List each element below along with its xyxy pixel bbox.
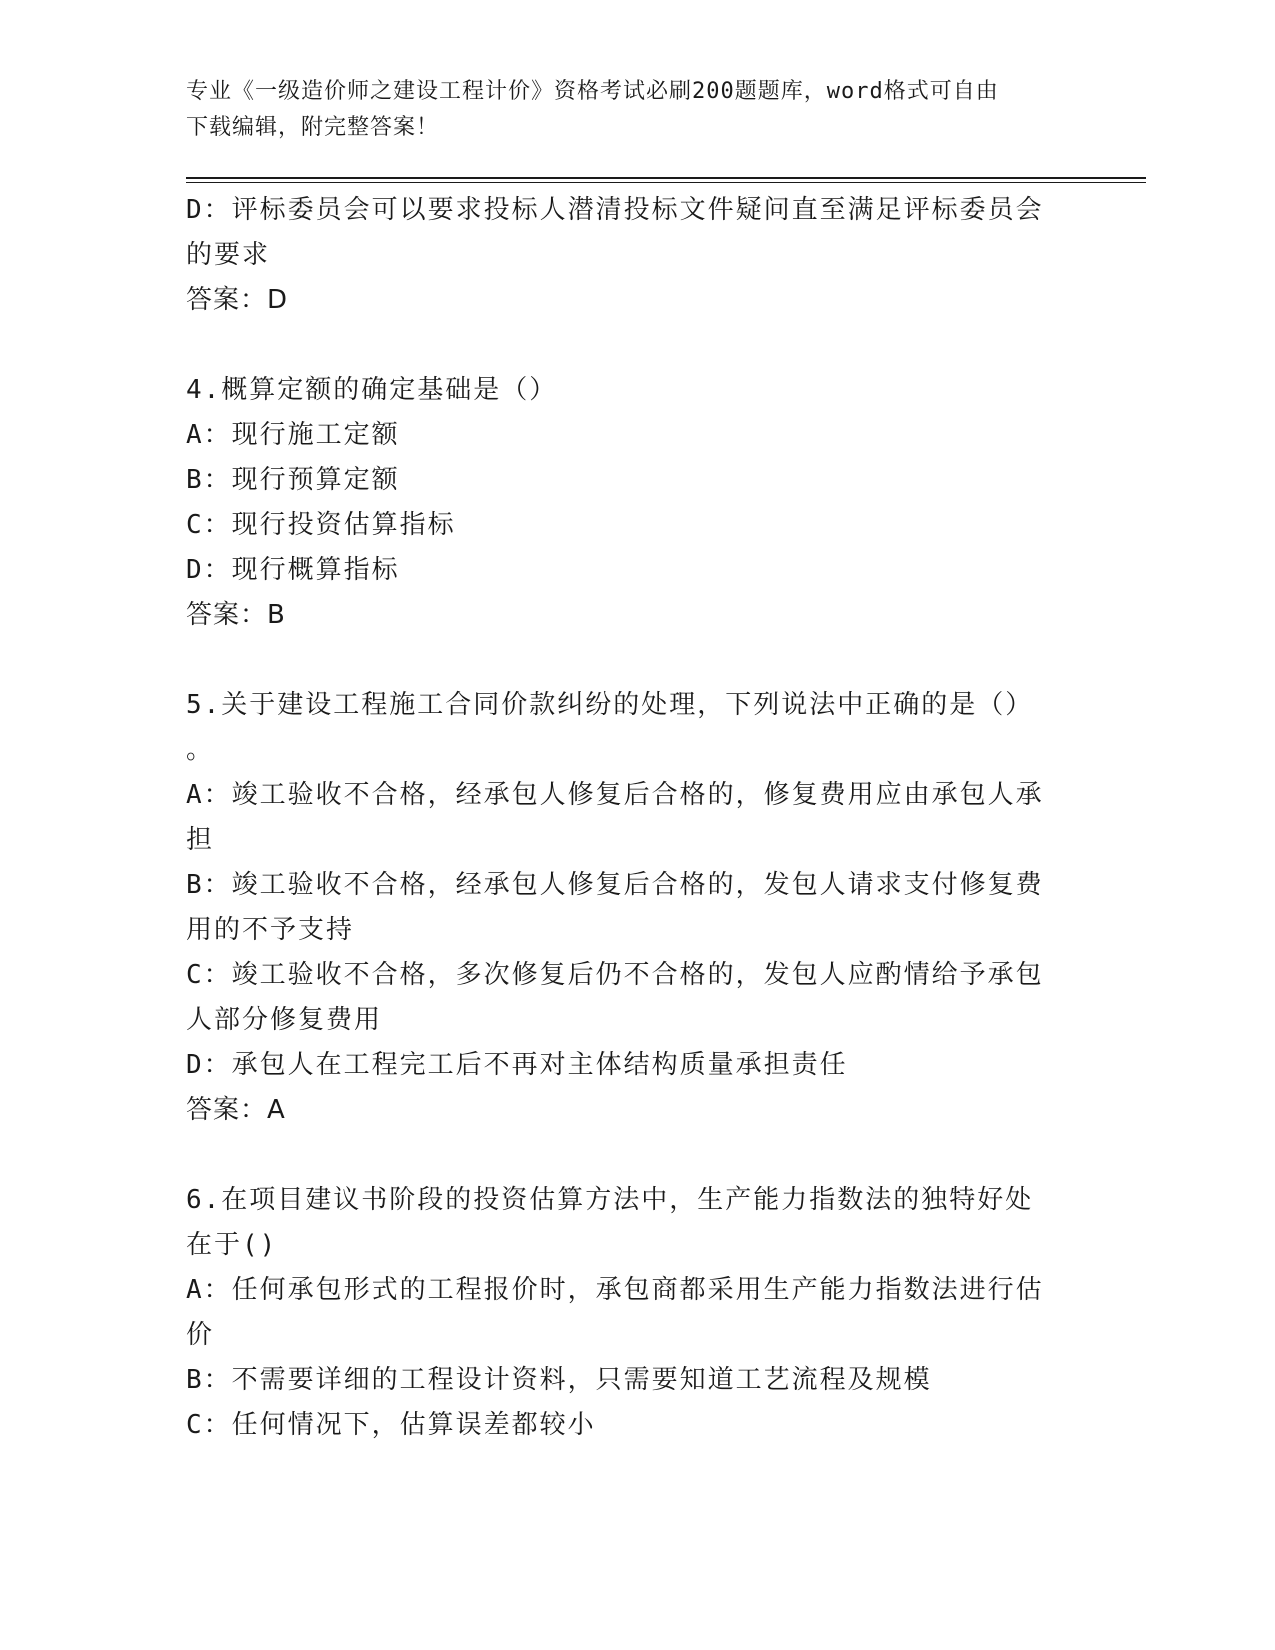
spacer (186, 1133, 1066, 1178)
q5-question-line-2: 。 (186, 735, 215, 765)
q5-answer: 答案：A (186, 1095, 286, 1125)
q5-option-c-line-1: C：竣工验收不合格，多次修复后仍不合格的，发包人应酌情给予承包 (186, 960, 1044, 990)
q6-question-line-1: 6.在项目建议书阶段的投资估算方法中，生产能力指数法的独特好处 (186, 1185, 1034, 1215)
question-3-tail (186, 188, 1066, 323)
q4-option-c: C：现行投资估算指标 (186, 510, 456, 540)
q6-question-line-2: 在于() (186, 1230, 278, 1260)
q3-option-d-line-2: 的要求 (186, 240, 271, 270)
page-header (186, 74, 1066, 146)
question-5 (186, 683, 1066, 1133)
q5-option-a-line-1: A：竣工验收不合格，经承包人修复后合格的，修复费用应由承包人承 (186, 780, 1044, 810)
q6-option-b: B：不需要详细的工程设计资料，只需要知道工艺流程及规模 (186, 1365, 932, 1395)
question-4 (186, 368, 1066, 638)
q3-option-d-line-1: D：评标委员会可以要求投标人潜清投标文件疑问直至满足评标委员会 (186, 195, 1044, 225)
header-line-2: 下载编辑，附完整答案！ (186, 115, 440, 140)
q5-option-b-line-2: 用的不予支持 (186, 915, 355, 945)
q5-option-a-line-2: 担 (186, 825, 215, 855)
q4-option-d: D：现行概算指标 (186, 555, 400, 585)
q5-option-b-line-1: B：竣工验收不合格，经承包人修复后合格的，发包人请求支付修复费 (186, 870, 1044, 900)
spacer (186, 323, 1066, 368)
q4-answer: 答案：B (186, 600, 286, 630)
question-6 (186, 1178, 1066, 1448)
question-content (186, 188, 1066, 1448)
q6-option-a-line-2: 价 (186, 1320, 215, 1350)
q6-option-a-line-1: A：任何承包形式的工程报价时，承包商都采用生产能力指数法进行估 (186, 1275, 1044, 1305)
q5-question-line-1: 5.关于建设工程施工合同价款纠纷的处理，下列说法中正确的是（） (186, 690, 1034, 720)
q4-option-a: A：现行施工定额 (186, 420, 400, 450)
q4-option-b: B：现行预算定额 (186, 465, 400, 495)
header-divider (186, 177, 1146, 183)
spacer (186, 638, 1066, 683)
q4-question: 4.概算定额的确定基础是（） (186, 375, 558, 405)
q3-answer: 答案：D (186, 285, 289, 315)
header-line-1: 专业《一级造价师之建设工程计价》资格考试必刷200题题库，word格式可自由 (186, 79, 999, 104)
q5-option-d: D：承包人在工程完工后不再对主体结构质量承担责任 (186, 1050, 848, 1080)
q6-option-c: C：任何情况下，估算误差都较小 (186, 1410, 596, 1440)
q5-option-c-line-2: 人部分修复费用 (186, 1005, 383, 1035)
